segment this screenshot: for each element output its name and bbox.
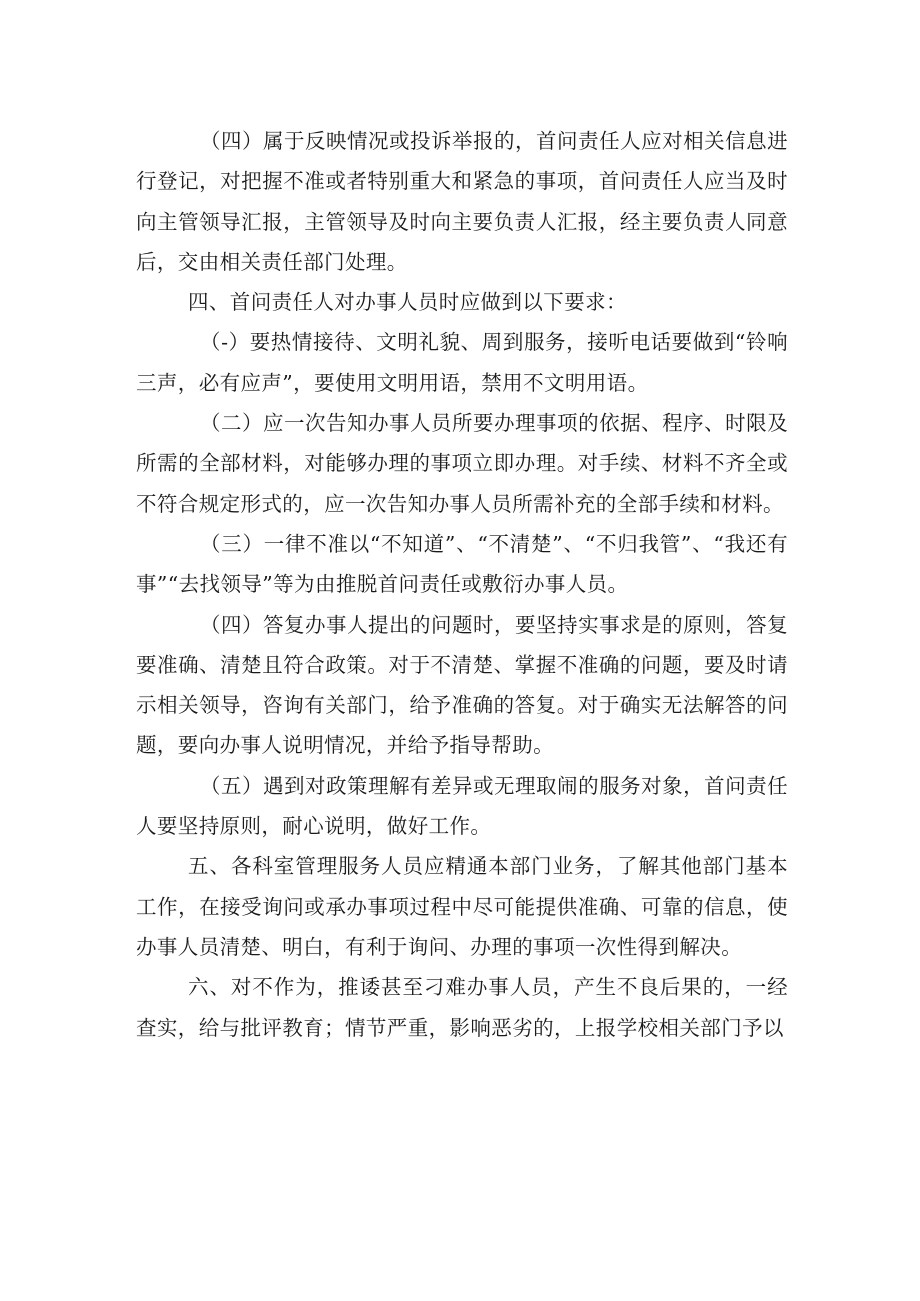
- paragraph-item-one: （-）要热情接待、文明礼貌、周到服务，接听电话要做到“铃响三声，必有应声”，要使用文明用语，禁用不文明用语。: [136, 330, 788, 395]
- paragraph-complaint-handling: （四）属于反映情况或投诉举报的，首问责任人应对相关信息进行登记，对把握不准或者特别重大和紧急的事项，首问责任人应当及时向主管领导汇报，主管领导及时向主要负责人汇报，经主要负责人同意后，交由相关责任部门处理。: [136, 129, 788, 274]
- paragraph-item-three: （三）一律不准以“不知道”、“不清楚”、“不归我管”、“我还有事”“去找领导”等为由推脱首问责任或敷衍办事人员。: [136, 531, 788, 597]
- section-heading-four: 四、首问责任人对办事人员时应做到以下要求：: [188, 290, 627, 315]
- section-five: 五、各科室管理服务人员应精通本部门业务，了解其他部门基本工作，在接受询问或承办事项过程中尽可能提供准确、可靠的信息，使办事人员清楚、明白，有利于询问、办理的事项一次性得到解决。: [136, 854, 788, 959]
- section-six: 六、对不作为，推诿甚至刁难办事人员，产生不良后果的，一经查实，给与批评教育；情节严重，影响恶劣的，上报学校相关部门予以: [136, 975, 788, 1040]
- paragraph-item-two: （二）应一次告知办事人员所要办理事项的依据、程序、时限及所需的全部材料，对能够办理的事项立即办理。对手续、材料不齐全或不符合规定形式的，应一次告知办事人员所需补充的全部手续和材料。: [136, 411, 788, 516]
- document-body: [136, 121, 788, 1048]
- paragraph-item-four: （四）答复办事人提出的问题时，要坚持实事求是的原则，答复要准确、清楚且符合政策。对于不清楚、掌握不准确的问题，要及时请示相关领导，咨询有关部门，给予准确的答复。对于确实无法解答的问题，要向办事人说明情况，并给予指导帮助。: [136, 612, 788, 758]
- paragraph-item-five: （五）遇到对政策理解有差异或无理取闹的服务对象，首问责任人要坚持原则，耐心说明，做好工作。: [136, 773, 788, 839]
